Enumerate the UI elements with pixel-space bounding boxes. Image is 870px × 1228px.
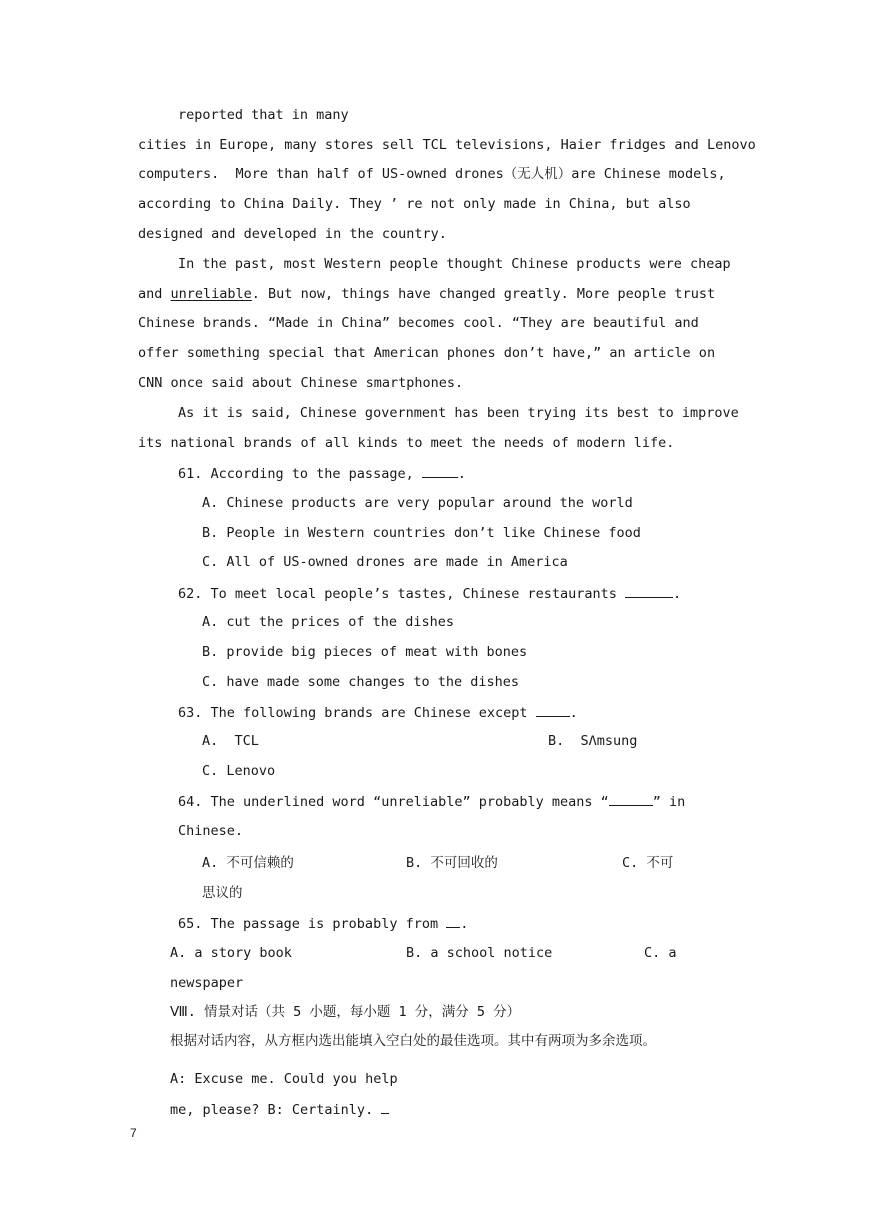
option-c: C. 不可 bbox=[622, 855, 674, 871]
question-end: . bbox=[460, 916, 469, 932]
passage-line bbox=[138, 195, 734, 213]
question-63 bbox=[178, 703, 578, 722]
option-b: B. People in Western countries don’t like Chinese food bbox=[202, 525, 641, 541]
option-a: A. a story book bbox=[170, 945, 292, 961]
underlined-word: unreliable bbox=[170, 286, 252, 302]
passage-line: its national brands of all kinds to meet the needs of modern life. bbox=[138, 435, 675, 451]
option-c: C. Lenovo bbox=[202, 763, 276, 779]
answer-blank bbox=[446, 914, 460, 928]
passage-line: reported that in many bbox=[178, 107, 349, 123]
answer-blank bbox=[536, 703, 570, 717]
question-stem: 64. The underlined word “unreliable” probably means “ bbox=[178, 794, 609, 810]
question-65 bbox=[178, 914, 468, 933]
question-end: . bbox=[569, 705, 578, 721]
passage-text: and bbox=[138, 286, 171, 302]
question-end: . bbox=[673, 586, 682, 602]
option-c-continued: 思议的 bbox=[202, 885, 243, 901]
answer-blank bbox=[625, 584, 673, 598]
passage-line: Chinese brands. “Made in China” becomes cool. “They are beautiful and bbox=[138, 315, 699, 331]
option-c-continued: newspaper bbox=[170, 975, 244, 991]
option-c: C. have made some changes to the dishes bbox=[202, 674, 519, 690]
question-stem: 63. The following brands are Chinese except bbox=[178, 705, 536, 721]
option-c: C. a bbox=[644, 945, 677, 961]
passage-text: . But now, things have changed greatly. More people trust bbox=[251, 286, 716, 302]
passage-line: As it is said, Chinese government has been trying its best to improve bbox=[178, 405, 739, 421]
passage-line bbox=[138, 285, 715, 303]
option-b: B. provide big pieces of meat with bones bbox=[202, 644, 528, 660]
question-61 bbox=[178, 464, 466, 483]
question-stem: 62. To meet local people’s tastes, Chinese restaurants bbox=[178, 586, 626, 602]
passage-line: offer something special that American phones don’t have,” an article on bbox=[138, 345, 716, 361]
option-b: B. 不可回收的 bbox=[406, 855, 498, 871]
answer-blank bbox=[609, 792, 653, 806]
page-number: 7 bbox=[130, 1126, 137, 1140]
option-a: A. 不可信赖的 bbox=[202, 855, 294, 871]
passage-text: computers. More than half of US-owned drones（无人机）are Chinese models, bbox=[138, 166, 726, 182]
passage-line: designed and developed in the country. bbox=[138, 226, 447, 242]
option-a: A. Chinese products are very popular around the world bbox=[202, 495, 633, 511]
passage-text: according to China Daily. They ’ re not only made in China, but also bbox=[138, 196, 691, 212]
dialogue-line: A: Excuse me. Could you help bbox=[170, 1071, 398, 1087]
dialogue-text: me, please? B: Certainly. bbox=[170, 1102, 382, 1118]
question-stem: 61. According to the passage, bbox=[178, 466, 422, 482]
passage-line: In the past, most Western people thought Chinese products were cheap bbox=[178, 256, 731, 272]
section-instructions: 根据对话内容，从方框内选出能填入空白处的最佳选项。其中有两项为多余选项。 bbox=[170, 1033, 656, 1049]
section-title: Ⅷ. 情景对话（共 5 小题，每小题 1 分，满分 5 分） bbox=[170, 1004, 521, 1020]
passage-line: CNN once said about Chinese smartphones. bbox=[138, 375, 464, 391]
option-b: B. SΛmsung bbox=[548, 733, 638, 749]
passage-line bbox=[138, 165, 734, 183]
question-64-line2: Chinese. bbox=[178, 823, 244, 839]
question-64 bbox=[178, 792, 685, 811]
question-62 bbox=[178, 584, 681, 603]
question-stem: ” in bbox=[652, 794, 686, 810]
dialogue-line bbox=[170, 1100, 389, 1119]
answer-blank bbox=[422, 464, 458, 478]
passage-text: cities in Europe, many stores sell TCL televisions, Haier fridges and Lenovo bbox=[138, 137, 756, 153]
option-a: A. cut the prices of the dishes bbox=[202, 614, 454, 630]
question-stem: 65. The passage is probably from bbox=[178, 916, 447, 932]
answer-blank bbox=[381, 1100, 389, 1114]
passage-line bbox=[138, 136, 756, 154]
option-c: C. All of US-owned drones are made in America bbox=[202, 554, 568, 570]
question-end: . bbox=[457, 466, 466, 482]
option-a: A. TCL bbox=[202, 733, 259, 749]
option-b: B. a school notice bbox=[406, 945, 553, 961]
